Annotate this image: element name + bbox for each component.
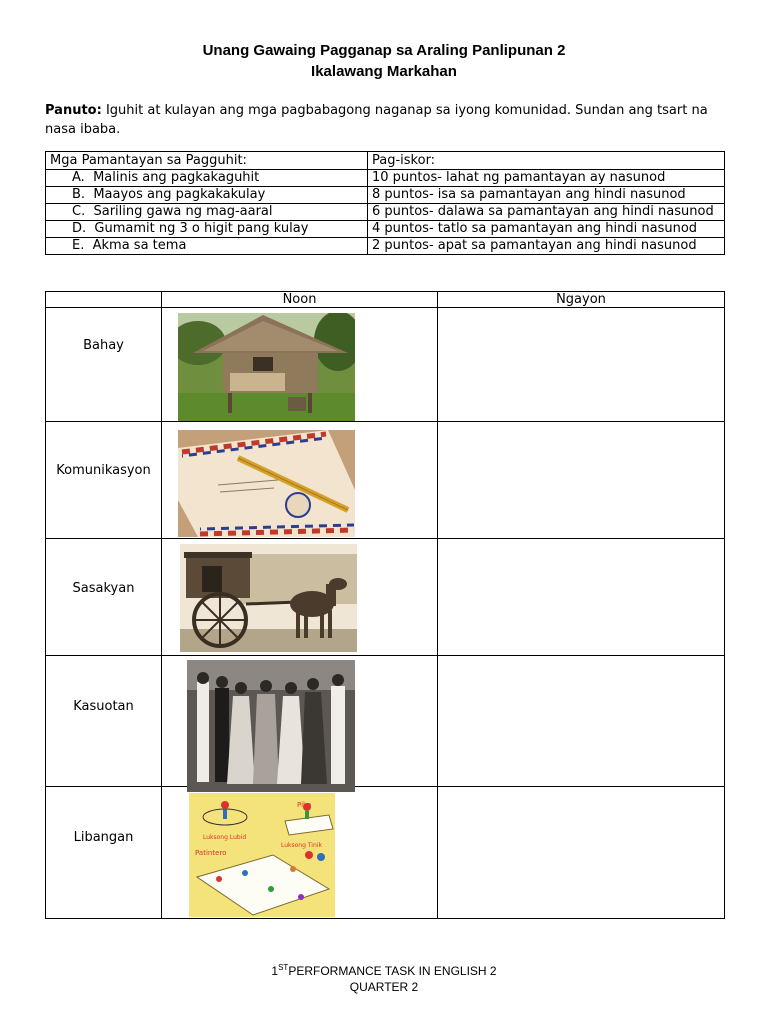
comparison-row — [46, 539, 725, 656]
score-text: 4 puntos- tatlo sa pamantayan ang hindi nasunod — [368, 221, 725, 238]
criteria-row — [46, 170, 725, 187]
row-label: Komunikasyon — [56, 463, 151, 478]
row-label: Sasakyan — [72, 581, 135, 596]
comparison-row — [46, 422, 725, 539]
criterion-text: Malinis ang pagkakaguhit — [93, 170, 260, 185]
comparison-row — [46, 308, 725, 422]
instructions-label: Panuto: — [45, 103, 102, 118]
criterion-letter: E. — [72, 238, 85, 253]
criterion-letter: D. — [72, 221, 87, 236]
empty-header-cell — [46, 292, 162, 308]
criteria-row — [46, 187, 725, 204]
game-label-luksong-lubid: Luksong Lubid — [203, 834, 247, 841]
ngayon-drawing-space — [438, 787, 725, 919]
criteria-row — [46, 238, 725, 255]
game-label-luksong-tinik: Luksong Tinik — [281, 842, 322, 849]
nipa-hut-image — [178, 313, 355, 421]
score-text: 10 puntos- lahat ng pamantayan ay nasunod — [368, 170, 725, 187]
footer-line-1 — [0, 964, 768, 979]
criterion-text: Sariling gawa ng mag-aaral — [93, 204, 273, 219]
traditional-clothing-image — [187, 660, 355, 792]
criteria-table — [45, 151, 725, 255]
airmail-letter-image — [178, 430, 355, 537]
footer-task-name: PERFORMANCE TASK IN ENGLISH 2 — [288, 964, 497, 978]
criteria-row — [46, 221, 725, 238]
ngayon-drawing-space — [438, 308, 725, 422]
footer-ordinal-suffix: ST — [278, 963, 289, 972]
criteria-header: Mga Pamantayan sa Pagguhit: — [46, 152, 368, 170]
ngayon-drawing-space — [438, 656, 725, 787]
criterion-text: Akma sa tema — [92, 238, 187, 253]
footer-line-2: QUARTER 2 — [349, 980, 419, 994]
score-text: 6 puntos- dalawa sa pamantayan ang hindi nasunod — [368, 204, 725, 221]
filipino-games-image — [189, 793, 335, 917]
comparison-row — [46, 656, 725, 787]
criteria-row — [46, 204, 725, 221]
criterion-letter: A. — [72, 170, 85, 185]
row-label: Kasuotan — [73, 699, 134, 714]
column-header-noon: Noon — [162, 292, 438, 308]
criterion-text: Maayos ang pagkakakulay — [93, 187, 266, 202]
ngayon-drawing-space — [438, 539, 725, 656]
instructions — [45, 101, 725, 139]
document-title: Unang Gawaing Pagganap sa Araling Panlipunan 2 — [202, 42, 566, 59]
ngayon-drawing-space — [438, 422, 725, 539]
criterion-letter: C. — [72, 204, 86, 219]
criterion-text: Gumamit ng 3 o higit pang kulay — [94, 221, 309, 236]
game-label-piko: Piko — [297, 801, 312, 809]
comparison-row — [46, 787, 725, 919]
footer-ordinal-number: 1 — [271, 964, 279, 978]
score-text: 2 puntos- apat sa pamantayan ang hindi nasunod — [368, 238, 725, 255]
game-label-patintero: Patintero — [195, 849, 227, 857]
comparison-table — [45, 291, 725, 919]
kalesa-image — [180, 544, 357, 652]
row-label: Bahay — [83, 338, 124, 353]
instructions-text: Iguhit at kulayan ang mga pagbabagong naganap sa iyong komunidad. Sundan ang tsart na nasa ibaba. — [45, 103, 708, 137]
document-subtitle: Ikalawang Markahan — [311, 63, 457, 80]
column-header-ngayon: Ngayon — [438, 292, 725, 308]
criterion-letter: B. — [72, 187, 86, 202]
row-label: Libangan — [73, 830, 134, 845]
score-text: 8 puntos- isa sa pamantayan ang hindi nasunod — [368, 187, 725, 204]
scoring-header: Pag-iskor: — [368, 152, 725, 170]
